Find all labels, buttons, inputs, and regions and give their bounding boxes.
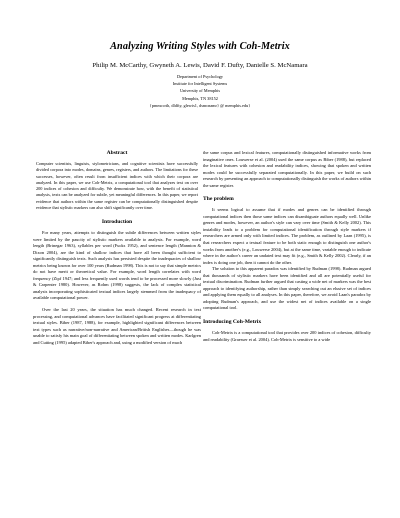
author-list: Philip M. McCarthy, Gwyneth A. Lewis, David F. Dufty, Danielle S. McNamara: [92, 62, 308, 69]
abstract-text: Computer scientists, linguists, stylometricians, and cognitive scientists have successfully divided corpora into modes, domains, genres, registers, and authors. The limitations for these successes, however, often result from insufficient indices with which their corpora are analyzed. In this paper, we use Coh-Metrix, a computational tool that analyzes text on over 200 indices of cohesion and difficulty. We demonstrate how, with the benefit of statistical analysis, texts can be analyzed for subtle, yet meaningful differences. In this paper, we report evidence that authors within the same register can be computationally distinguished despite evidence that stylistic markers can also shift significantly over time.: [36, 161, 198, 210]
left-column: [33, 150, 201, 346]
affiliation-line: Institute for Intelligent Systems: [172, 81, 228, 87]
paper-title: Analyzing Writing Styles with Coh-Metrix: [110, 41, 290, 52]
intro-paragraph-2: Over the last 20 years, the situation has much changed. Recent research in text processing, and computational advances have facilitated significant progress at differentiating textual styles. Biber (1987, 1988), for example, highlighted significant differences between text types such as narrative/non-narrative and American/British Englishes—though he was unable to satisfy his main goal of differentiating between spoken and written modes. Karlgren and Cutting (1995) adapted Biber's approach and, using a modified version of much: [33, 307, 201, 345]
affiliation-emails: {pmmccrth, dldfty, glewis1, dsmcnamr} @ memphis.edu}: [149, 102, 251, 108]
problem-heading: The problem: [203, 196, 234, 203]
problem-paragraph-1: It seems logical to assume that if modes and genres can be identified through computational indices then those same indices can disambiguate authors equally well. Unlike genres and modes, however, an author's style can vary over time (Smith & Kelly 2002). This instability leads to a problem for computational identification through style markers if researchers are armed only with limited indices. The problem, as outlined by Laan (1995), is that researchers expect a textual feature to be both static enough to distinguish one author's works from another's (e.g., Louwerse 2004), but at the same time, variable enough to indicate where in the author's career an undated text may fit (e.g., Smith & Kelly 2002). Clearly, if an index is doing one job, then it cannot do the other.: [203, 207, 371, 265]
problem-paragraph-2: The solution to this apparent paradox was identified by Rudman (1998). Rudman argued that thousands of stylistic markers have been identified and all are potentially useful for textual discrimination. Rudman further argued that casting a wide net of markers was the best approach to identifying authorship, rather than simply searching out an elusive set of indices and applying them equally to all analyses. In this paper, therefore, we avoid Laan's paradox by adopting Rudman's approach, and use the widest net of indices available on a single computational tool.: [203, 266, 371, 311]
affiliation-line: Memphis, TN 38152: [182, 95, 218, 101]
intro-paragraph-1: For many years, attempts to distinguish the subtle differences between written styles were limited by the paucity of stylistic markers available to analysts. For example, word length (Brinegar 1963), syllables per word (Fucks 1952), and sentence length (Mannion & Dixon 2004), are the kind of shallow indices that have all been thought sufficient to significantly distinguish texts. Such analysis has persisted despite the inadequacies of shallow metrics being known for over 100 years (Rudman 1998). This is not to say that simple metrics do not have merit or theoretical value. For example, word length correlates with word frequency (Zipf 1947; and less frequently used words tend to be processed more slowly (Just & Carpenter 1980). However, as Rohm (1998) suggests, the lack of complex statistical analysis incorporating sophisticated textual indices largely stemmed from the inadequacy of available computational power.: [33, 230, 201, 301]
affiliation-line: University of Memphis: [179, 88, 221, 94]
intro-continued-paragraph: the same corpus and lexical features, computationally distinguished informative works from imaginative ones. Louwerse et al. (2004) used the same corpus as Biber (1988), but replaced the lexical features with cohesion and readability indices, showing that spoken and written modes could be successfully separated computationally. In this paper, we build on such research by presenting an approach to computationally distinguish the works of authors within the same register.: [203, 150, 371, 188]
cohmetrix-heading: Introducing Coh-Metrix: [203, 319, 262, 326]
right-column: [203, 150, 371, 343]
affiliation-line: Department of Psychology: [176, 74, 224, 79]
abstract-body: [36, 161, 198, 211]
cohmetrix-paragraph: Coh-Metrix is a computational tool that provides over 200 indices of cohesion, difficulty and readability (Graesser et al. 2004). Coh-Metrix is sensitive to a wide: [203, 330, 371, 342]
introduction-heading: Introduction: [101, 219, 133, 225]
affiliation-block: [0, 73, 400, 109]
abstract-heading: Abstract: [106, 150, 128, 156]
